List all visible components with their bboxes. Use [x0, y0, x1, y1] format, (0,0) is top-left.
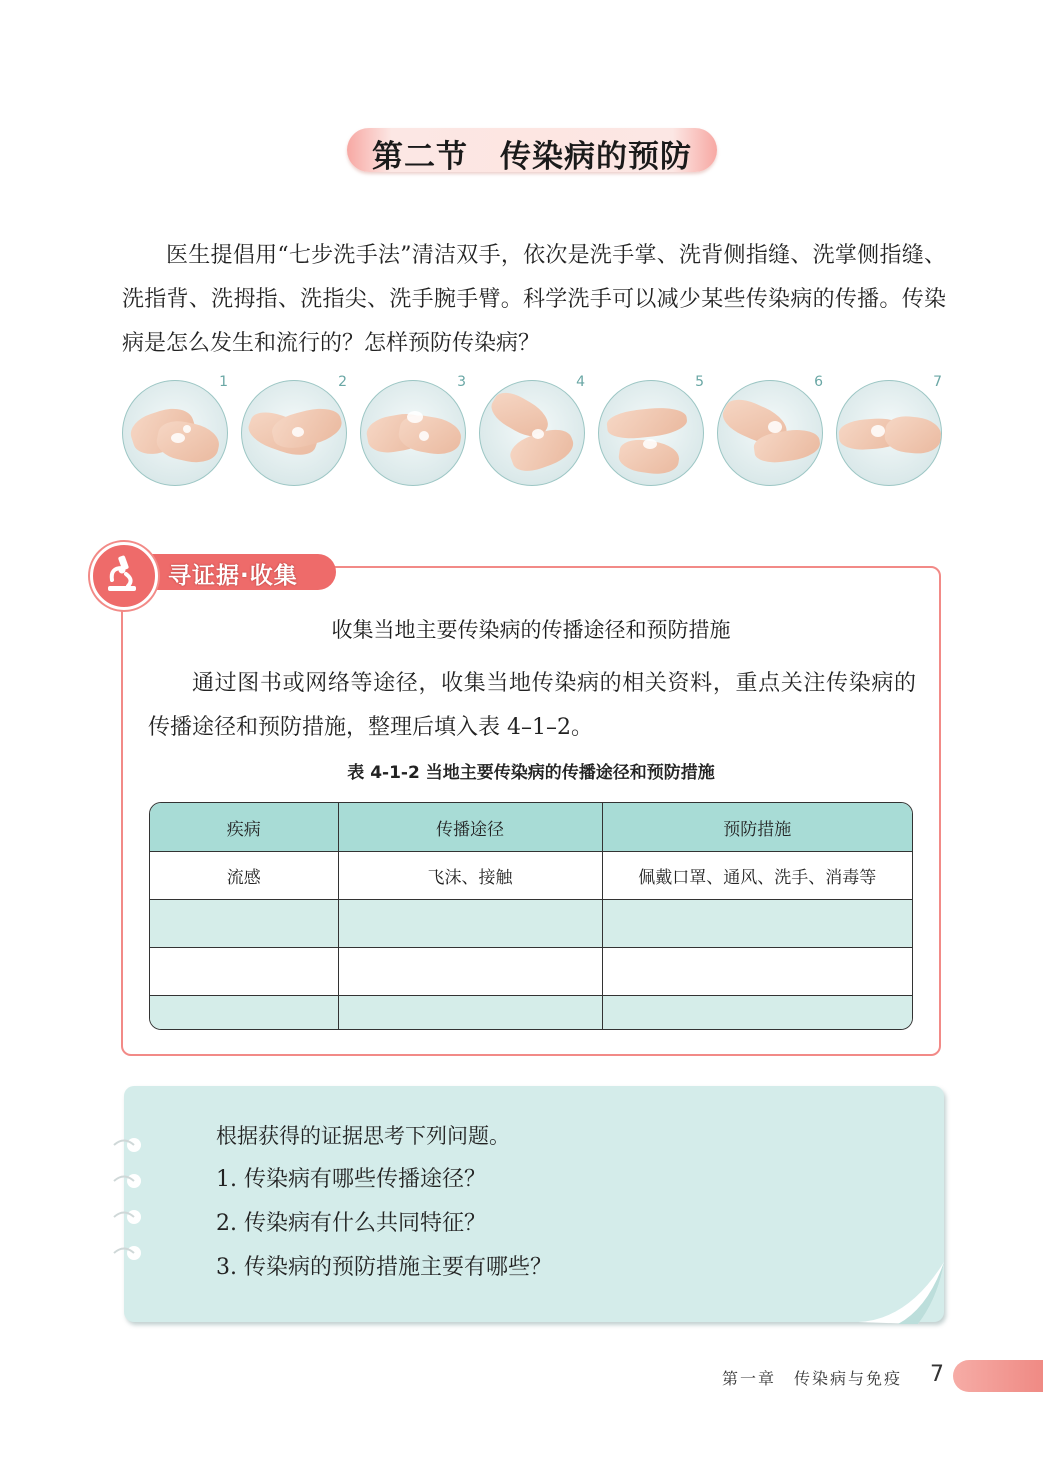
- question-item: 2. 传染病有什么共同特征？: [216, 1211, 486, 1236]
- header-transmission: 传播途径: [338, 803, 602, 852]
- table-row: [150, 996, 912, 1031]
- intro-text: [122, 234, 946, 366]
- intro-paragraph: 医生提倡用“七步洗手法”清洁双手，依次是洗手掌、洗背侧指缝、洗掌侧指缝、洗指背、洗拇指、洗指尖、洗手腕手臂。科学洗手可以减少某些传染病的传播。传染病是怎么发生和流行的？怎样预防传染病？: [122, 243, 946, 356]
- table-cell[interactable]: [602, 996, 912, 1031]
- table-row: [150, 852, 912, 900]
- step-number: 1: [219, 374, 228, 390]
- binder-ring-icon: [112, 1244, 152, 1262]
- microscope-icon: [90, 542, 158, 610]
- table-header-row: [150, 803, 912, 852]
- handwash-step-4: [479, 374, 587, 486]
- binder-ring-icon: [112, 1172, 152, 1190]
- table-cell[interactable]: [150, 948, 338, 996]
- table-cell[interactable]: [338, 948, 602, 996]
- header-prevention: 预防措施: [602, 803, 912, 852]
- evidence-text: [148, 662, 916, 750]
- step-number: 5: [695, 374, 704, 390]
- handwash-step-3: [360, 374, 468, 486]
- step-number: 6: [814, 374, 823, 390]
- section-title-banner: [347, 128, 717, 175]
- handwash-step-5: [598, 374, 706, 486]
- handwash-step-2: [241, 374, 349, 486]
- question-item: 3. 传染病的预防措施主要有哪些？: [216, 1255, 552, 1280]
- handwash-step-6: [717, 374, 825, 486]
- table-cell[interactable]: [602, 948, 912, 996]
- table-cell[interactable]: [150, 996, 338, 1031]
- thinking-heading: 根据获得的证据思考下列问题。: [216, 1124, 510, 1148]
- question-item: 1. 传染病有哪些传播途径？: [216, 1167, 486, 1192]
- step-number: 3: [457, 374, 466, 390]
- badge-text: 寻证据·收集: [168, 563, 298, 589]
- header-disease: 疾病: [150, 803, 338, 852]
- binder-ring-icon: [112, 1208, 152, 1226]
- handwash-photo: [360, 380, 466, 486]
- handwash-photo: [241, 380, 347, 486]
- evidence-badge-label: [142, 554, 336, 590]
- evidence-heading: 收集当地主要传染病的传播途径和预防措施: [331, 618, 731, 642]
- table-cell[interactable]: [338, 996, 602, 1031]
- disease-table: [149, 802, 913, 1030]
- table-cell[interactable]: [602, 900, 912, 948]
- binder-ring-icon: [112, 1136, 152, 1154]
- handwashing-steps: [122, 374, 946, 490]
- table-cell: 佩戴口罩、通风、洗手、消毒等: [602, 852, 912, 900]
- table-cell: 飞沫、接触: [338, 852, 602, 900]
- table-row: [150, 900, 912, 948]
- handwash-photo: [836, 380, 942, 486]
- table-row: [150, 948, 912, 996]
- thinking-content: [216, 1114, 906, 1290]
- table-cell: 流感: [150, 852, 338, 900]
- table-cell[interactable]: [150, 900, 338, 948]
- handwash-step-7: [836, 374, 944, 486]
- step-number: 4: [576, 374, 585, 390]
- page-tab: [953, 1360, 1043, 1392]
- handwash-photo: [479, 380, 585, 486]
- handwash-step-1: [122, 374, 230, 486]
- table-cell[interactable]: [338, 900, 602, 948]
- handwash-photo: [598, 380, 704, 486]
- section-title: 第二节 传染病的预防: [372, 139, 692, 175]
- step-number: 7: [933, 374, 942, 390]
- handwash-photo: [717, 380, 823, 486]
- page-number: 7: [930, 1362, 944, 1387]
- step-number: 2: [338, 374, 347, 390]
- evidence-paragraph: 通过图书或网络等途径，收集当地传染病的相关资料，重点关注传染病的传播途径和预防措施，整理后填入表 4–1–2。: [148, 671, 916, 740]
- chapter-footer: 第一章 传染病与免疫: [722, 1369, 903, 1388]
- table-caption: 表 4-1-2 当地主要传染病的传播途径和预防措施: [347, 763, 715, 783]
- handwash-photo: [122, 380, 228, 486]
